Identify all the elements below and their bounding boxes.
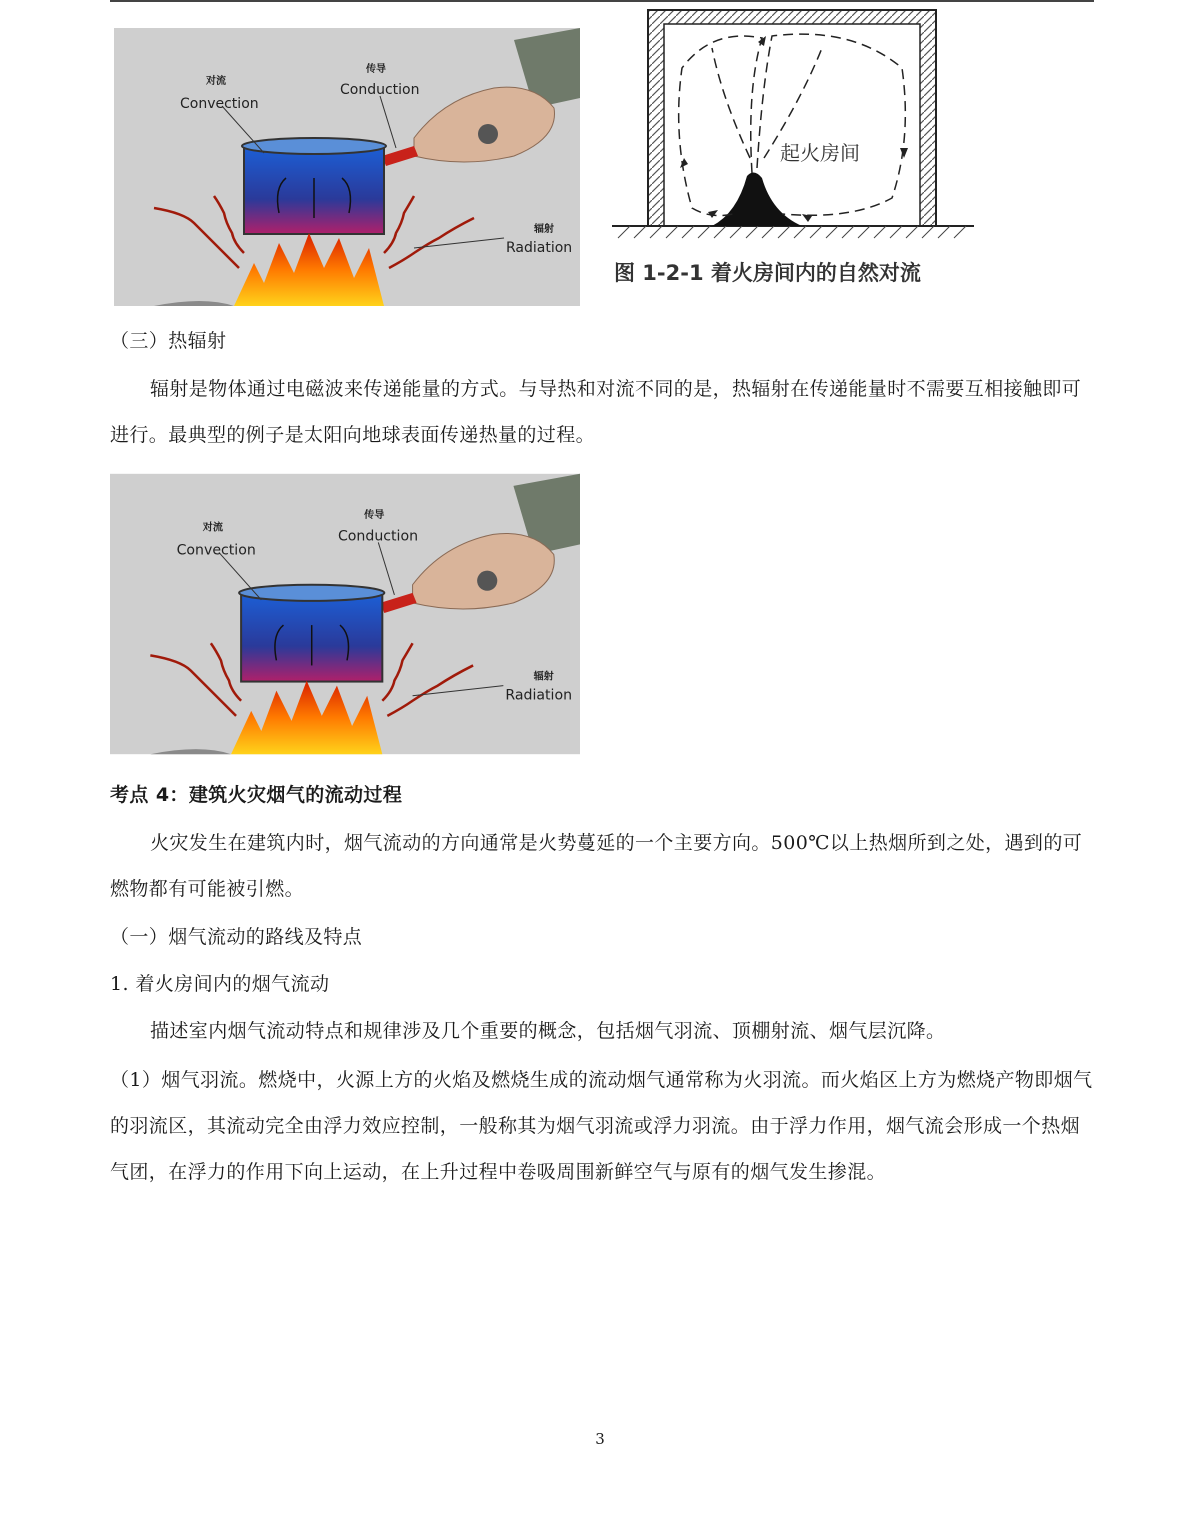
convection-label-cn: 对流 <box>206 76 226 87</box>
heading-kaodian-4: 考点 4：建筑火灾烟气的流动过程 <box>110 784 403 806</box>
conduction-label-cn: 传导 <box>366 64 386 75</box>
handle-knob <box>477 571 497 591</box>
heat-transfer-figure-top <box>114 28 580 306</box>
heat-transfer-figure-bottom <box>110 473 580 755</box>
page-number: 3 <box>595 1430 605 1448</box>
header-rule <box>110 0 1094 2</box>
convection-label: Convection <box>180 96 259 112</box>
radiation-label: Radiation <box>506 240 573 256</box>
heading-smoke-route: （一）烟气流动的路线及特点 <box>110 926 363 948</box>
conduction-label: Conduction <box>337 528 419 545</box>
paragraph-smoke-plume: （1）烟气羽流。燃烧中，火源上方的火焰及燃烧生成的流动烟气通常称为火羽流。而火焰区上方为燃烧产物即烟气的羽流区，其流动完全由浮力效应控制，一般称其为烟气羽流或浮力羽流。由于浮力作用，烟气流会形成一个热烟气团，在浮力的作用下向上运动，在上升过程中卷吸周围新鲜空气与原有的烟气发生掺混。 <box>110 1069 1093 1183</box>
handle-knob <box>478 124 498 144</box>
room-convection-figure <box>612 8 974 296</box>
convection-label: Convection <box>176 542 256 559</box>
paragraph-thermal-radiation: 辐射是物体通过电磁波来传递能量的方式。与导热和对流不同的是，热辐射在传递能量时不需要互相接触即可进行。最典型的例子是太阳向地球表面传递热量的过程。 <box>110 378 1082 446</box>
paragraph-concepts: 描述室内烟气流动特点和规律涉及几个重要的概念，包括烟气羽流、顶棚射流、烟气层沉降。 <box>150 1020 946 1042</box>
heading-thermal-radiation: （三）热辐射 <box>110 330 227 352</box>
paragraph-smoke-intro: 火灾发生在建筑内时，烟气流动的方向通常是火势蔓延的一个主要方向。500℃以上热烟所到之处，遇到的可燃物都有可能被引燃。 <box>110 832 1083 900</box>
ground-hatch <box>618 226 966 238</box>
heading-room-smoke-flow: 1. 着火房间内的烟气流动 <box>110 973 330 995</box>
convection-label-cn: 对流 <box>202 522 223 534</box>
conduction-label: Conduction <box>340 82 420 98</box>
figure-caption: 图 1-2-1 着火房间内的自然对流 <box>614 261 921 285</box>
radiation-label: Radiation <box>505 687 573 704</box>
pot-rim <box>242 138 386 154</box>
radiation-label-cn: 辐射 <box>534 224 554 235</box>
room-label: 起火房间 <box>780 141 860 165</box>
radiation-label-cn: 辐射 <box>533 671 554 683</box>
conduction-label-cn: 传导 <box>364 510 385 522</box>
pot-rim <box>239 585 384 601</box>
